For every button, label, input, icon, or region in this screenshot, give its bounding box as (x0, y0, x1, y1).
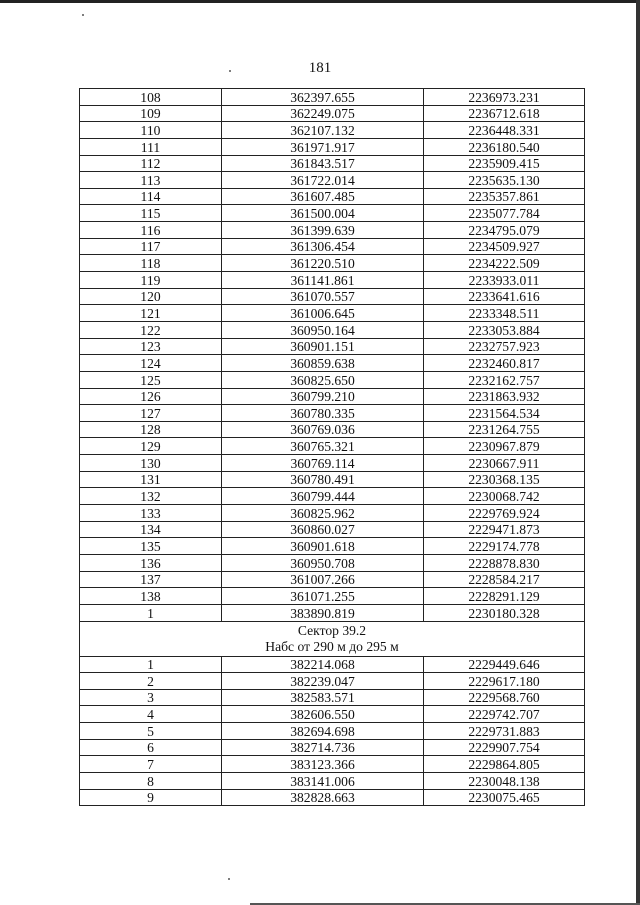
y-coordinate-cell: 2232460.817 (424, 355, 585, 372)
coordinates-table (79, 88, 585, 806)
table-row (80, 455, 585, 472)
x-coordinate-cell: 382239.047 (222, 673, 424, 690)
point-number-cell: 114 (80, 188, 222, 205)
point-number-cell: 121 (80, 305, 222, 322)
x-coordinate-cell: 362397.655 (222, 89, 424, 106)
point-number-cell: 138 (80, 588, 222, 605)
point-number-cell: 131 (80, 471, 222, 488)
y-coordinate-cell: 2230180.328 (424, 604, 585, 621)
y-coordinate-cell: 2235909.415 (424, 155, 585, 172)
x-coordinate-cell: 360901.151 (222, 338, 424, 355)
scan-speck (228, 878, 230, 880)
y-coordinate-cell: 2234509.927 (424, 238, 585, 255)
point-number-cell: 130 (80, 455, 222, 472)
sector-header-row (80, 621, 585, 656)
y-coordinate-cell: 2230048.138 (424, 772, 585, 789)
y-coordinate-cell: 2234222.509 (424, 255, 585, 272)
coordinates-table-body-b (80, 656, 585, 806)
y-coordinate-cell: 2229471.873 (424, 521, 585, 538)
point-number-cell: 116 (80, 222, 222, 239)
x-coordinate-cell: 360825.962 (222, 505, 424, 522)
table-row (80, 188, 585, 205)
table-row (80, 371, 585, 388)
y-coordinate-cell: 2236180.540 (424, 138, 585, 155)
table-row (80, 756, 585, 773)
y-coordinate-cell: 2233348.511 (424, 305, 585, 322)
table-row (80, 739, 585, 756)
point-number-cell: 118 (80, 255, 222, 272)
y-coordinate-cell: 2229617.180 (424, 673, 585, 690)
sector-subtitle: Набс от 290 м до 295 м (265, 638, 399, 654)
table-row (80, 321, 585, 338)
table-row (80, 554, 585, 571)
x-coordinate-cell: 361500.004 (222, 205, 424, 222)
point-number-cell: 5 (80, 723, 222, 740)
y-coordinate-cell: 2229568.760 (424, 689, 585, 706)
table-row (80, 105, 585, 122)
y-coordinate-cell: 2228291.129 (424, 588, 585, 605)
x-coordinate-cell: 360825.650 (222, 371, 424, 388)
point-number-cell: 7 (80, 756, 222, 773)
x-coordinate-cell: 360769.036 (222, 421, 424, 438)
y-coordinate-cell: 2230667.911 (424, 455, 585, 472)
table-row (80, 138, 585, 155)
table-row (80, 471, 585, 488)
x-coordinate-cell: 382606.550 (222, 706, 424, 723)
coordinates-table-body-a (80, 89, 585, 622)
point-number-cell: 9 (80, 789, 222, 806)
y-coordinate-cell: 2230967.879 (424, 438, 585, 455)
x-coordinate-cell: 360780.491 (222, 471, 424, 488)
x-coordinate-cell: 361220.510 (222, 255, 424, 272)
table-row (80, 421, 585, 438)
y-coordinate-cell: 2229864.805 (424, 756, 585, 773)
point-number-cell: 133 (80, 505, 222, 522)
table-row (80, 355, 585, 372)
x-coordinate-cell: 361070.557 (222, 288, 424, 305)
x-coordinate-cell: 361306.454 (222, 238, 424, 255)
point-number-cell: 6 (80, 739, 222, 756)
x-coordinate-cell: 383141.006 (222, 772, 424, 789)
point-number-cell: 4 (80, 706, 222, 723)
y-coordinate-cell: 2232757.923 (424, 338, 585, 355)
y-coordinate-cell: 2229731.883 (424, 723, 585, 740)
x-coordinate-cell: 361843.517 (222, 155, 424, 172)
point-number-cell: 128 (80, 421, 222, 438)
table-row (80, 172, 585, 189)
table-row (80, 723, 585, 740)
y-coordinate-cell: 2230075.465 (424, 789, 585, 806)
point-number-cell: 1 (80, 604, 222, 621)
x-coordinate-cell: 361971.917 (222, 138, 424, 155)
x-coordinate-cell: 360950.164 (222, 321, 424, 338)
point-number-cell: 132 (80, 488, 222, 505)
point-number-cell: 112 (80, 155, 222, 172)
point-number-cell: 1 (80, 656, 222, 673)
point-number-cell: 135 (80, 538, 222, 555)
x-coordinate-cell: 361141.861 (222, 272, 424, 289)
point-number-cell: 125 (80, 371, 222, 388)
y-coordinate-cell: 2229742.707 (424, 706, 585, 723)
point-number-cell: 137 (80, 571, 222, 588)
x-coordinate-cell: 360769.114 (222, 455, 424, 472)
y-coordinate-cell: 2230068.742 (424, 488, 585, 505)
point-number-cell: 134 (80, 521, 222, 538)
x-coordinate-cell: 361722.014 (222, 172, 424, 189)
x-coordinate-cell: 382828.663 (222, 789, 424, 806)
y-coordinate-cell: 2236712.618 (424, 105, 585, 122)
y-coordinate-cell: 2234795.079 (424, 222, 585, 239)
table-row (80, 438, 585, 455)
table-row (80, 656, 585, 673)
table-row (80, 238, 585, 255)
point-number-cell: 111 (80, 138, 222, 155)
x-coordinate-cell: 383123.366 (222, 756, 424, 773)
y-coordinate-cell: 2231863.932 (424, 388, 585, 405)
y-coordinate-cell: 2229907.754 (424, 739, 585, 756)
page-border-right (636, 0, 640, 905)
x-coordinate-cell: 361399.639 (222, 222, 424, 239)
table-row (80, 588, 585, 605)
scan-speck (82, 14, 84, 16)
x-coordinate-cell: 382694.698 (222, 723, 424, 740)
point-number-cell: 123 (80, 338, 222, 355)
x-coordinate-cell: 361607.485 (222, 188, 424, 205)
table-row (80, 571, 585, 588)
point-number-cell: 8 (80, 772, 222, 789)
y-coordinate-cell: 2233641.616 (424, 288, 585, 305)
table-row (80, 205, 585, 222)
point-number-cell: 124 (80, 355, 222, 372)
x-coordinate-cell: 362107.132 (222, 122, 424, 139)
page-number: 181 (308, 60, 332, 76)
y-coordinate-cell: 2232162.757 (424, 371, 585, 388)
table-row (80, 604, 585, 621)
point-number-cell: 119 (80, 272, 222, 289)
y-coordinate-cell: 2228878.830 (424, 554, 585, 571)
table-row (80, 689, 585, 706)
table-row (80, 155, 585, 172)
point-number-cell: 120 (80, 288, 222, 305)
x-coordinate-cell: 360901.618 (222, 538, 424, 555)
table-row (80, 405, 585, 422)
x-coordinate-cell: 382214.068 (222, 656, 424, 673)
y-coordinate-cell: 2231264.755 (424, 421, 585, 438)
sector-header-cell (80, 621, 585, 656)
point-number-cell: 122 (80, 321, 222, 338)
table-row (80, 338, 585, 355)
table-row (80, 673, 585, 690)
table-row (80, 521, 585, 538)
table-row (80, 288, 585, 305)
table-row (80, 89, 585, 106)
x-coordinate-cell: 360859.638 (222, 355, 424, 372)
x-coordinate-cell: 360950.708 (222, 554, 424, 571)
point-number-cell: 109 (80, 105, 222, 122)
point-number-cell: 115 (80, 205, 222, 222)
y-coordinate-cell: 2235357.861 (424, 188, 585, 205)
table-row (80, 538, 585, 555)
table-row (80, 505, 585, 522)
sector-title: Сектор 39.2 (297, 622, 367, 638)
x-coordinate-cell: 360799.210 (222, 388, 424, 405)
table-row (80, 789, 585, 806)
point-number-cell: 127 (80, 405, 222, 422)
x-coordinate-cell: 361006.645 (222, 305, 424, 322)
x-coordinate-cell: 361071.255 (222, 588, 424, 605)
point-number-cell: 108 (80, 89, 222, 106)
point-number-cell: 2 (80, 673, 222, 690)
x-coordinate-cell: 360765.321 (222, 438, 424, 455)
point-number-cell: 110 (80, 122, 222, 139)
point-number-cell: 126 (80, 388, 222, 405)
y-coordinate-cell: 2233933.011 (424, 272, 585, 289)
point-number-cell: 136 (80, 554, 222, 571)
x-coordinate-cell: 360860.027 (222, 521, 424, 538)
table-row (80, 272, 585, 289)
x-coordinate-cell: 360780.335 (222, 405, 424, 422)
table-row (80, 305, 585, 322)
table-row (80, 772, 585, 789)
table-row (80, 222, 585, 239)
x-coordinate-cell: 360799.444 (222, 488, 424, 505)
point-number-cell: 3 (80, 689, 222, 706)
y-coordinate-cell: 2235077.784 (424, 205, 585, 222)
x-coordinate-cell: 382714.736 (222, 739, 424, 756)
x-coordinate-cell: 361007.266 (222, 571, 424, 588)
point-number-cell: 113 (80, 172, 222, 189)
table-row (80, 488, 585, 505)
y-coordinate-cell: 2233053.884 (424, 321, 585, 338)
x-coordinate-cell: 383890.819 (222, 604, 424, 621)
y-coordinate-cell: 2228584.217 (424, 571, 585, 588)
y-coordinate-cell: 2229174.778 (424, 538, 585, 555)
page-border-top (0, 0, 640, 3)
y-coordinate-cell: 2235635.130 (424, 172, 585, 189)
table-row (80, 706, 585, 723)
y-coordinate-cell: 2229769.924 (424, 505, 585, 522)
sector-header (80, 621, 585, 656)
table-row (80, 255, 585, 272)
y-coordinate-cell: 2230368.135 (424, 471, 585, 488)
x-coordinate-cell: 382583.571 (222, 689, 424, 706)
table-row (80, 388, 585, 405)
table-row (80, 122, 585, 139)
y-coordinate-cell: 2236448.331 (424, 122, 585, 139)
point-number-cell: 117 (80, 238, 222, 255)
y-coordinate-cell: 2236973.231 (424, 89, 585, 106)
x-coordinate-cell: 362249.075 (222, 105, 424, 122)
y-coordinate-cell: 2229449.646 (424, 656, 585, 673)
point-number-cell: 129 (80, 438, 222, 455)
y-coordinate-cell: 2231564.534 (424, 405, 585, 422)
